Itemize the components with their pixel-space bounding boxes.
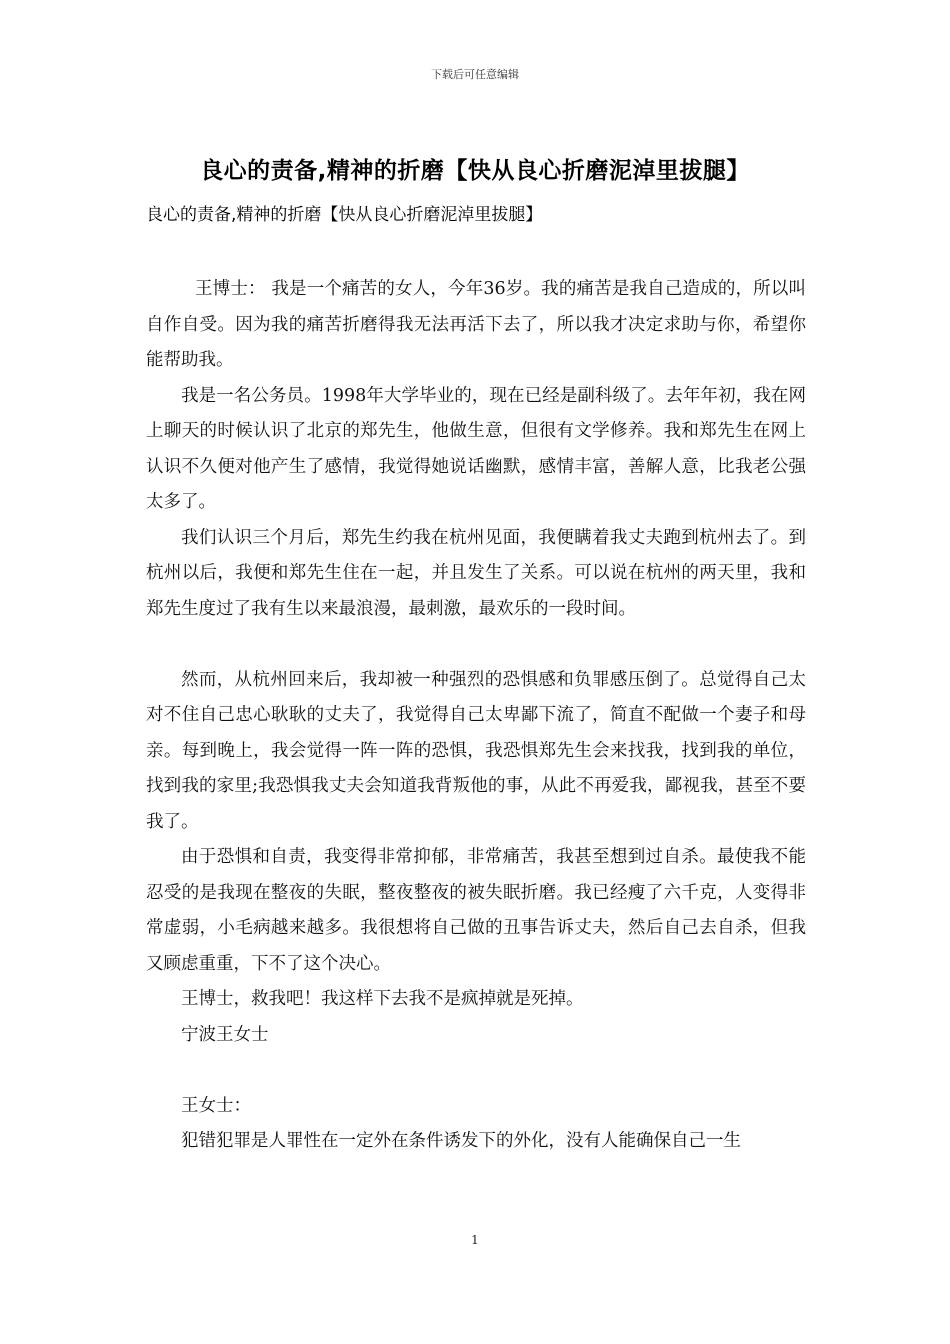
paragraph: 我们认识三个月后，郑先生约我在杭州见面，我便瞒着我丈夫跑到杭州去了。到杭州以后，我便和郑先生住在一起，并且发生了关系。可以说在杭州的两天里，我和郑先生度过了我有生以来最浪漫，最刺激，最欢乐的一段时间。 xyxy=(146,527,806,619)
signature: 宁波王女士 xyxy=(181,1024,269,1045)
page-subtitle: 良心的责备,精神的折磨【快从良心折磨泥淖里拔腿】 xyxy=(146,205,543,225)
paragraph: 由于恐惧和自责，我变得非常抑郁，非常痛苦，我甚至想到过自杀。最使我不能忍受的是我现在整夜的失眠，整夜整夜的被失眠折磨。我已经瘦了六千克，人变得非常虚弱，小毛病越来越多。我很想将自己做的丑事告诉丈夫，然后自己去自杀，但我又顾虑重重，下不了这个决心。 xyxy=(146,847,806,974)
paragraph: 王博士，救我吧！我这样下去我不是疯掉就是死掉。 xyxy=(181,989,584,1009)
paragraph: 然而，从杭州回来后，我却被一种强烈的恐惧感和负罪感压倒了。总觉得自己太对不住自己忠心耿耿的丈夫了，我觉得自己太卑鄙下流了，简直不配做一个妻子和母亲。每到晚上，我会觉得一阵一阵的恐惧，我恐惧郑先生会来找我，找到我的单位，找到我的家里;我恐惧我丈夫会知道我背叛他的事，从此不再爱我，鄙视我，甚至不要我了。 xyxy=(146,669,806,832)
paragraph: 王博士： 我是一个痛苦的女人，今年36岁。我的痛苦是我自己造成的，所以叫自作自受。因为我的痛苦折磨得我无法再活下去了，所以我才决定求助与你，希望你能帮助我。 xyxy=(146,279,806,370)
header-note: 下载后可任意编辑 xyxy=(431,68,519,81)
page-title: 良心的责备,精神的折磨【快从良心折磨泥淖里拔腿】 xyxy=(200,158,750,184)
paragraph: 我是一名公务员。1998年大学毕业的，现在已经是副科级了。去年年初，我在网上聊天的时候认识了北京的郑先生，他做生意，但很有文学修养。我和郑先生在网上认识不久便对他产生了感情，我觉得她说话幽默，感情丰富，善解人意，比我老公强太多了。 xyxy=(146,385,806,512)
page-number: 1 xyxy=(471,1233,479,1247)
paragraph: 犯错犯罪是人罪性在一定外在条件诱发下的外化，没有人能确保自己一生 xyxy=(181,1131,741,1151)
salutation: 王女士： xyxy=(181,1095,251,1116)
article-body xyxy=(146,272,806,1160)
